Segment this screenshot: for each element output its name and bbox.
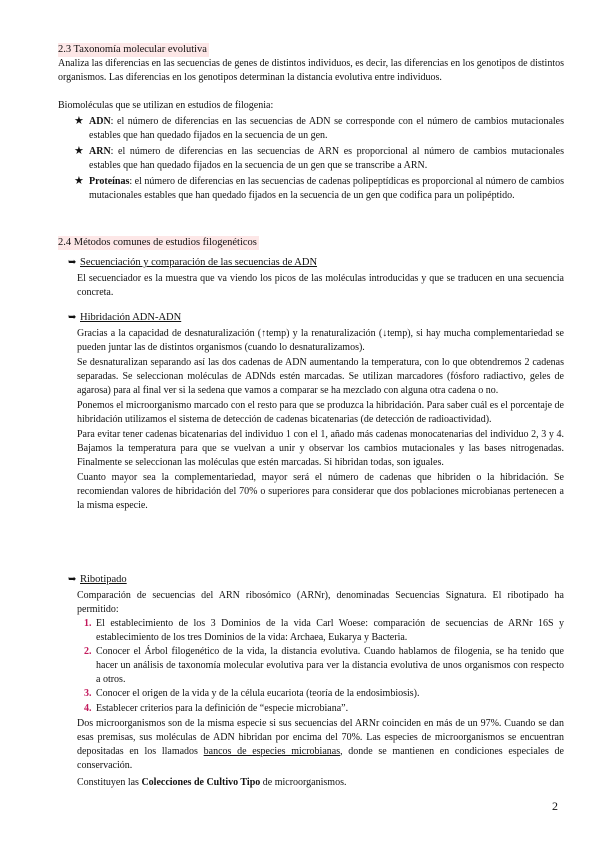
- ribotipado-closing: [77, 717, 564, 773]
- arrow-bullet-icon: ➥: [68, 574, 77, 585]
- arrow-bullet-icon: ➥: [68, 257, 77, 268]
- subsection-label: Hibridación ADN-ADN: [80, 312, 182, 323]
- item-text: : el número de diferencias en las secuencias de ARN es proporcional al número de cambios mutacionales estables que han quedado fijados en la secuencia de un gen que se transcribe a ARN.: [89, 146, 564, 171]
- ribotipado-intro: Comparación de secuencias del ARN ribosómico (ARNr), denominadas Secuencias Signatura. El ribotipado ha permitido:: [77, 590, 564, 615]
- hibridacion-body: [77, 327, 564, 513]
- ribotipado-list-item: [84, 617, 564, 645]
- biomolecule-item-proteinas: [74, 175, 564, 203]
- secuenciacion-text: El secuenciador es la muestra que va viendo los picos de las moléculas introducidas y que se traducen en una secuencia concreta.: [77, 273, 564, 298]
- ribotipado-final: [77, 776, 564, 790]
- colecciones-term: Colecciones de Cultivo Tipo: [141, 777, 261, 788]
- hibridacion-paragraph: Se desnaturalizan separando así las dos cadenas de ADN aumentando la temperatura, con lo que obtendremos 2 cadenas separadas. Se seleccionan moléculas de ADNds estén marcadas. Se utilizan marcadores (fósforo radiactivo, geles de agarosa) para al final ver si la sedena que vamos a comparar se ha mezclado con alguna otra cadena o no.: [77, 357, 564, 396]
- hibridacion-paragraph: Ponemos el microorganismo marcado con el resto para que se produzca la hibridación. Para saber cuál es el porcentaje de hibridación utilizamos el sistema de detección de cadenas bicatenarias (de detección de radioactividad).: [77, 400, 564, 425]
- list-text: El establecimiento de los 3 Dominios de la vida Carl Woese: comparación de secuencias de ARNr 16S y establecimiento de los tres Dominios de la vida: Archaea, Eukarya y Bacteria.: [96, 618, 564, 643]
- list-number: 2.: [84, 646, 92, 657]
- subsection-label: Secuenciación y comparación de las secuencias de ADN: [80, 257, 318, 268]
- list-text: Conocer el Árbol filogenético de la vida, la distancia evolutiva. Cuando hablamos de filogenia, se ha tenido que hacer un análisis de taxonomía molecular evolutiva para ver la distancia evolutiva de unos organismos con respecto a otros.: [96, 646, 564, 685]
- subsection-hibridacion: [68, 311, 181, 325]
- intro-paragraph: Analiza las diferencias en las secuencias de genes de distintos individuos, es decir, las diferencias en los genotipos de distintos organismos. Las diferencias en los genotipos determinan la distancia evolutiva entre individuos.: [58, 58, 564, 83]
- subsection-ribotipado: [68, 573, 127, 587]
- final-text: de microorganismos.: [260, 777, 347, 788]
- arrow-bullet-icon: ➥: [68, 312, 77, 323]
- item-term: ARN: [89, 146, 111, 157]
- page-number: 2: [552, 799, 558, 813]
- list-text: Establecer criterios para la definición de “especie microbiana”.: [96, 703, 349, 714]
- ribotipado-list-item: [84, 687, 564, 701]
- star-bullet-icon: ★: [74, 145, 84, 157]
- subsection-label: Ribotipado: [80, 574, 127, 585]
- bancos-link-text: bancos de especies microbianas: [203, 746, 341, 757]
- list-text: Conocer el origen de la vida y de la célula eucariota (teoría de la endosimbiosis).: [96, 688, 420, 699]
- star-bullet-icon: ★: [74, 115, 84, 127]
- closing-text: , donde se mantienen en condiciones especiales de conservación.: [77, 746, 564, 771]
- hibridacion-paragraph: Para evitar tener cadenas bicatenarias del individuo 1 con el 1, añado más cadenas monocatenarias del individuo 2, 3 y 4. Bajamos la temperatura para que se vuelvan a unir y observar los cambios mutacionales y las bases nitrogenadas. Finalmente se seleccionan las moléculas que estén marcadas. Si hibridan todas, son iguales.: [77, 429, 564, 468]
- star-bullet-icon: ★: [74, 175, 84, 187]
- biomolecules-label: Biomoléculas que se utilizan en estudios de filogenia:: [58, 100, 274, 111]
- list-number: 4.: [84, 703, 92, 714]
- section-2-3-title: 2.3 Taxonomía molecular evolutiva: [58, 44, 207, 55]
- section-2-3-intro: [58, 57, 564, 85]
- subsection-secuenciacion: [68, 256, 317, 270]
- hibridacion-paragraph: Gracias a la capacidad de desnaturalización (↑temp) y la renaturalización (↓temp), si hay mucha complementariedad se pueden juntar las de distintos organismos (cuando lo desnaturalizamos).: [77, 328, 564, 353]
- list-number: 3.: [84, 688, 92, 699]
- biomolecule-item-adn: [74, 115, 564, 143]
- hibridacion-paragraph: Cuanto mayor sea la complementariedad, mayor será el número de cadenas que hibriden o la hibridación. Se recomiendan valores de hibridación del 70% o superiores para considerar que dos poblaciones microbianas pertenecen a la misma especie.: [77, 472, 564, 511]
- list-number: 1.: [84, 618, 92, 629]
- closing-text: Dos microorganismos son de la misma especie si sus secuencias del ARNr coinciden en más de un 97%. Cuando se dan esas premisas, sus moléculas de ADN hibridan por encima del 70%. Las especies de microorganismos se encuentran depositadas en los llamados: [77, 718, 564, 757]
- section-2-4-title: 2.4 Métodos comunes de estudios filogenéticos: [58, 237, 257, 248]
- final-text: Constituyen las: [77, 777, 142, 788]
- biomolecule-item-arn: [74, 145, 564, 173]
- ribotipado-list-item: [84, 645, 564, 687]
- item-text: : el número de diferencias en las secuencias de cadenas polipeptídicas es proporcional al número de cambios mutacionales estables que han quedado fijados en la secuencia de un gen que codifica para un polipéptido.: [89, 176, 564, 201]
- item-text: : el número de diferencias en las secuencias de ADN se corresponde con el número de cambios mutacionales estables que han quedado fijados en la secuencia de un gen.: [89, 116, 564, 141]
- ribotipado-list-item: [84, 702, 564, 716]
- item-term: Proteínas: [89, 176, 130, 187]
- item-term: ADN: [89, 116, 111, 127]
